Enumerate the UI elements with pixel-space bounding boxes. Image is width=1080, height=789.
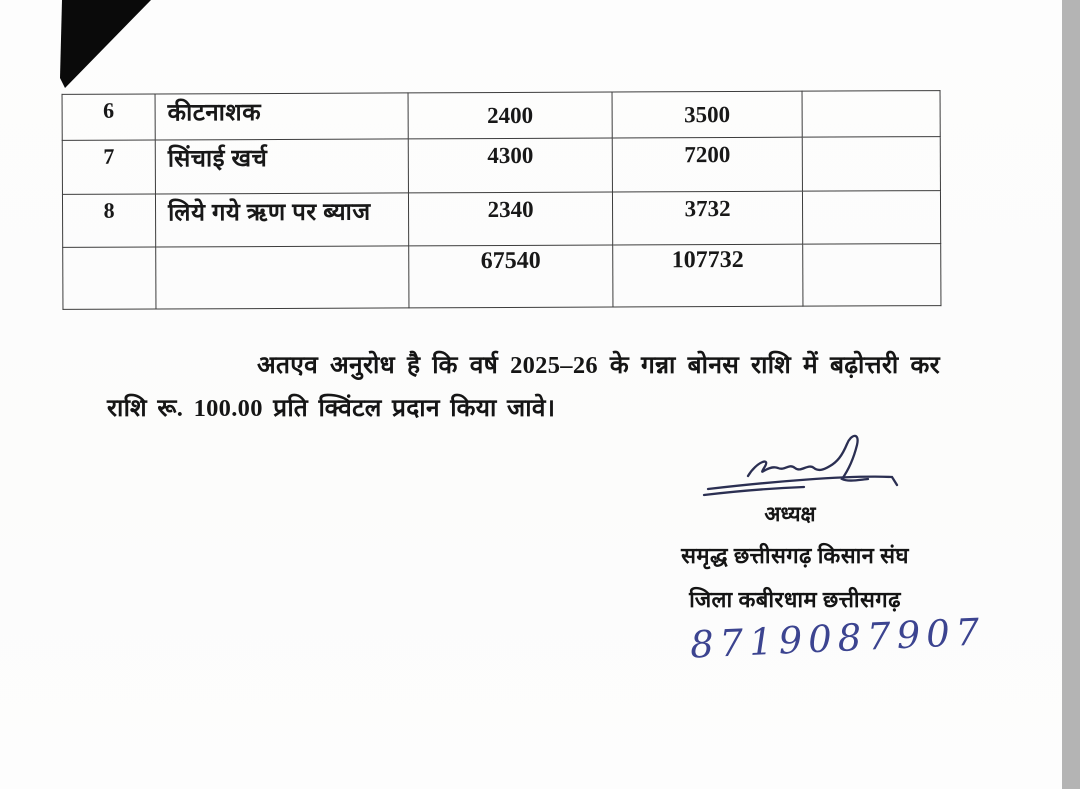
table-cell-value2: 3732 xyxy=(612,191,802,245)
table-cell-item: सिंचाई खर्च xyxy=(155,139,408,194)
table-cell-item: लिये गये ऋण पर ब्याज xyxy=(155,193,408,247)
table-cell-value1: 2340 xyxy=(408,192,612,246)
table-cell-value2: 3500 xyxy=(612,91,802,138)
request-paragraph: अतएव अनुरोध है कि वर्ष 2025–26 के गन्ना बोनस राशि में बढ़ोत्तरी कर राशि रू. 100.00 प्रति क्विंटल प्रदान किया जावे। xyxy=(107,352,940,422)
table-cell-sn: 7 xyxy=(62,140,155,194)
table-cell-total1: 67540 xyxy=(409,245,613,308)
handwritten-phone-number: 8719087907 xyxy=(689,610,987,667)
table-cell-value1: 4300 xyxy=(408,138,612,193)
table-row xyxy=(62,137,940,195)
table-row xyxy=(62,91,940,141)
table-cell-remark xyxy=(802,191,940,245)
table-cell-sn xyxy=(63,247,156,309)
table-cell-sn: 8 xyxy=(62,194,155,247)
signatory-title: अध्यक्ष xyxy=(764,502,816,526)
table-row xyxy=(62,191,940,248)
table-cell-remark xyxy=(803,244,941,307)
table-cell-remark xyxy=(802,91,940,138)
organization-name: समृद्ध छत्तीसगढ़ किसान संघ xyxy=(681,543,909,568)
table-cell-value2: 7200 xyxy=(612,137,802,192)
scan-edge-strip xyxy=(1062,0,1080,789)
table-cell-remark xyxy=(802,137,940,192)
organization-district: जिला कबीरधाम छत्तीसगढ़ xyxy=(689,587,901,612)
table-cell-total2: 107732 xyxy=(613,244,803,307)
expense-table xyxy=(62,90,942,310)
organization-block xyxy=(652,540,938,614)
table-cell-value1: 2400 xyxy=(408,92,612,139)
page-corner-fold xyxy=(0,0,170,100)
table-cell-item: कीटनाशक xyxy=(155,93,408,140)
table-cell-item xyxy=(156,246,409,309)
table-cell-sn: 6 xyxy=(62,94,155,140)
table-total-row xyxy=(63,244,941,310)
signature-scrawl xyxy=(698,430,912,510)
